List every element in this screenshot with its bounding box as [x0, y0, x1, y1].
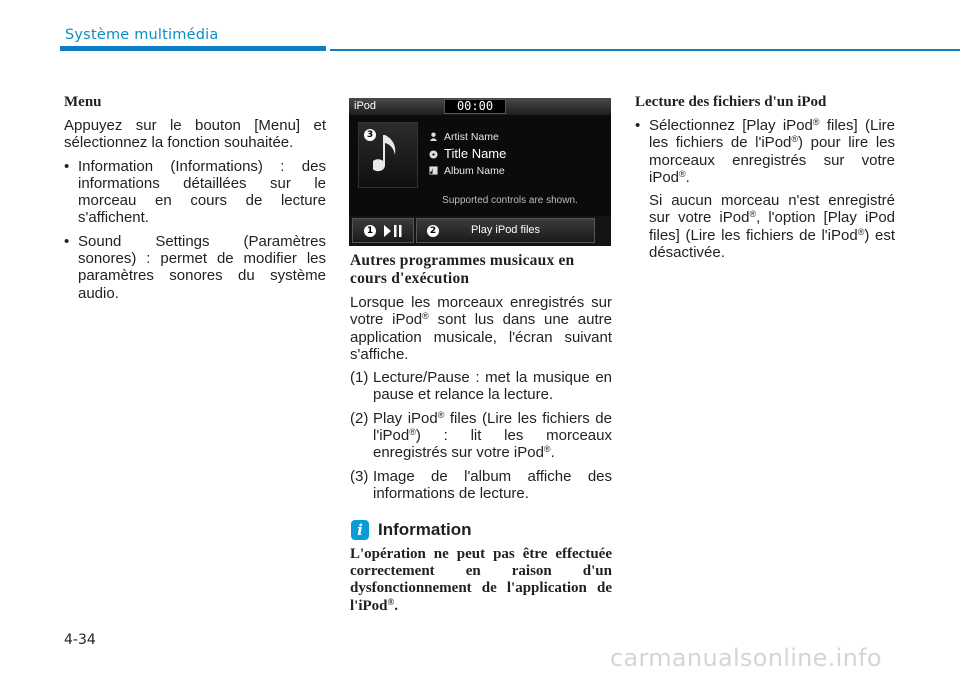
menu-heading: Menu	[64, 94, 102, 110]
other-apps-intro: Lorsque les morceaux enregistrés sur votre iPod® sont lus dans une autre application musicale, l'écran suivant s'affiche.	[350, 294, 612, 363]
header-rule-thin	[330, 49, 960, 51]
list-item: • Sound Settings (Paramètres sonores) : permet de modifier les paramètres sonores du système audio.	[64, 233, 326, 302]
information-title: Information	[378, 520, 472, 539]
other-apps-heading: Autres programmes musicaux en cours d'exécution	[350, 252, 575, 287]
screen-button-bar	[349, 216, 611, 246]
left-column	[64, 93, 326, 308]
menu-list	[64, 158, 326, 302]
callout-3: 3	[364, 129, 376, 141]
watermark: carmanualsonline.info	[610, 644, 882, 672]
artist-row	[429, 131, 499, 143]
supported-controls-text: Supported controls are shown.	[442, 195, 578, 206]
album-icon	[429, 166, 438, 175]
page-number: 4-34	[64, 632, 96, 648]
list-item: • Information (Informations) : des informations détaillées sur le morceau en cours de lecture s'affichent.	[64, 158, 326, 227]
screen-source-label: iPod	[354, 100, 377, 112]
play-ipod-files-label: Play iPod files	[470, 224, 541, 236]
ipod-playback-heading: Lecture des fichiers d'un iPod	[635, 94, 827, 110]
list-item: • Sélectionnez [Play iPod® files] (Lire les fichiers de l'iPod®) pour lire les morceaux enregistrés sur votre iPod®. Si aucun morceau n'est enregistré sur votre iPod®, l'option [Play iPod files] (Lire les fichiers de l'iPod®) est désactivée.	[635, 117, 895, 261]
middle-column	[350, 252, 612, 508]
callout-1: 1	[364, 225, 376, 237]
disc-icon	[429, 150, 438, 159]
info-icon: i	[351, 520, 369, 540]
disabled-note: Si aucun morceau n'est enregistré sur votre iPod®, l'option [Play iPod files] (Lire les fichiers de l'iPod®) est désactivée.	[649, 192, 896, 262]
list-item: (1) Lecture/Pause : met la musique en pause et relance la lecture.	[350, 369, 612, 404]
controls-list	[350, 369, 612, 502]
list-item: (2) Play iPod® files (Lire les fichiers de l'iPod®) : lit les morceaux enregistrés sur votre iPod®.	[350, 409, 612, 462]
play-pause-button	[352, 218, 414, 243]
play-ipod-files-button	[416, 218, 595, 243]
header-rule-thick	[60, 46, 326, 51]
clock-text: 00:00	[456, 99, 494, 113]
music-note-icon	[373, 131, 403, 177]
information-body: L'opération ne peut pas être effectuée correctement en raison d'un dysfonctionnement de l'application de l'iPod®.	[350, 546, 612, 614]
playback-list	[635, 117, 895, 261]
right-column	[635, 93, 895, 267]
album-row	[429, 165, 505, 177]
screen-top-bar	[349, 98, 611, 115]
artist-name: Artist Name	[444, 131, 499, 143]
play-pause-icon	[383, 225, 403, 237]
person-icon	[429, 132, 438, 141]
ipod-screen-image	[349, 98, 611, 246]
screen-clock	[444, 99, 506, 114]
header-title: Système multimédia	[65, 27, 219, 43]
menu-intro: Appuyez sur le bouton [Menu] et sélectionnez la fonction souhaitée.	[64, 117, 326, 152]
title-row	[429, 146, 506, 161]
title-name: Title Name	[444, 146, 507, 161]
album-name: Album Name	[444, 165, 505, 177]
list-item: (3) Image de l'album affiche des informations de lecture.	[350, 467, 612, 502]
callout-2: 2	[427, 225, 439, 237]
